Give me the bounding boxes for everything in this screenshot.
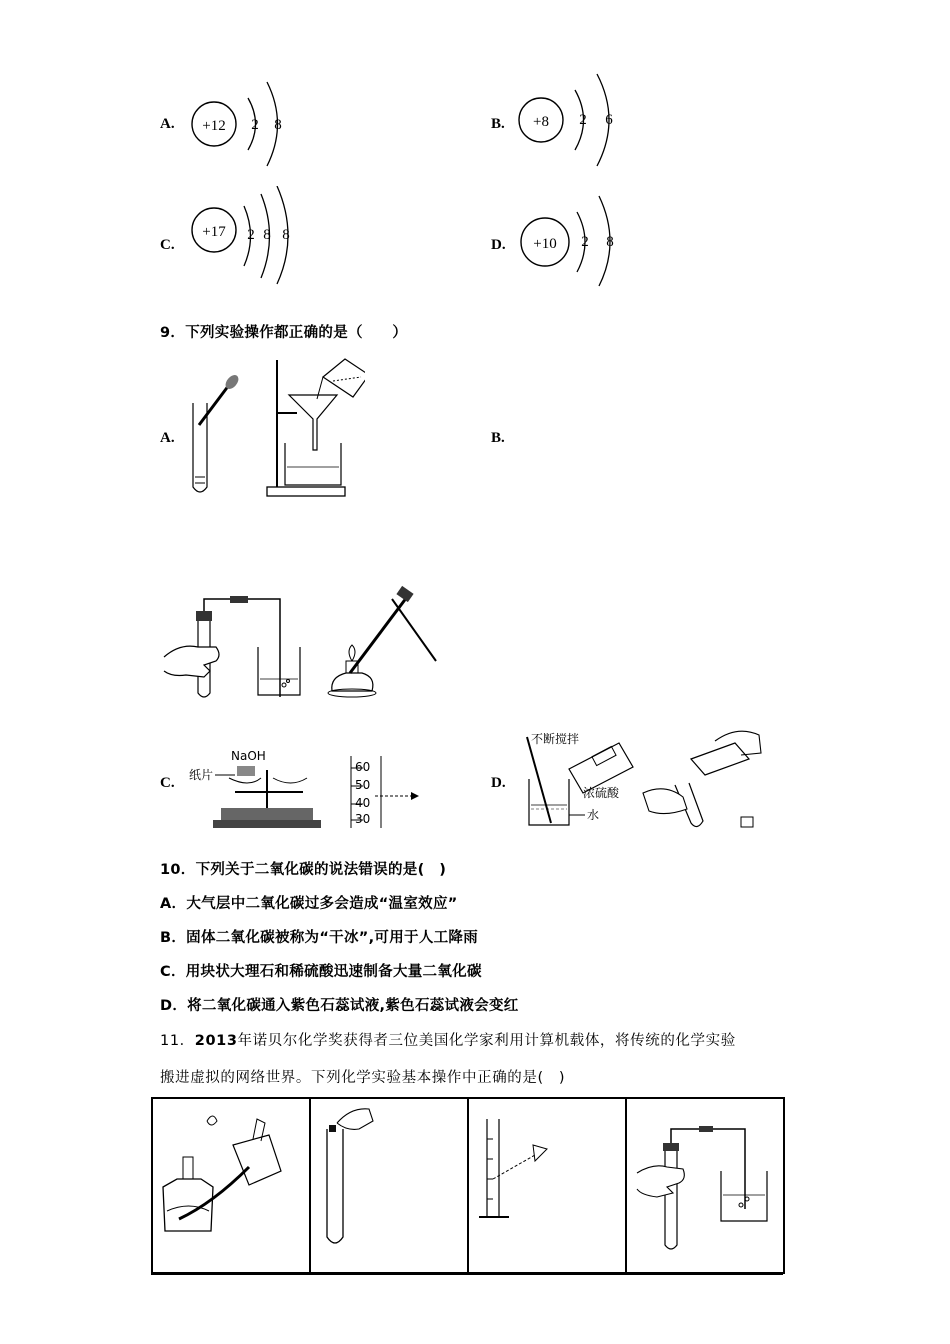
- nucleus-charge: +12: [202, 118, 226, 134]
- water-label: 水: [587, 808, 600, 822]
- shell-electrons: 2: [579, 112, 587, 128]
- shell-electrons: 2: [251, 117, 259, 133]
- q10-option-b: B．固体二氧化碳被称为“干冰”,可用于人工降雨: [160, 930, 479, 946]
- q11-stem-line1: [160, 1029, 736, 1050]
- shell-electrons: 2: [247, 227, 255, 243]
- q9-option-b-label: B.: [491, 430, 505, 446]
- shell-electrons: 6: [605, 112, 613, 128]
- q9-stem: 9．下列实验操作都正确的是（ ）: [160, 325, 408, 341]
- shell-electrons: 8: [282, 227, 290, 243]
- q11-stem-line2: 搬进虚拟的网络世界。下列化学实验基本操作中正确的是( ): [160, 1070, 566, 1086]
- q9-option-d-label: D.: [491, 775, 506, 791]
- q11-cell-airtightness: [626, 1098, 784, 1273]
- q9-option-a-figure-dropper-and-filtration: [185, 355, 365, 500]
- q8-option-c-label: C.: [160, 237, 175, 253]
- nucleus-charge: +10: [533, 236, 557, 252]
- nucleus-charge: +17: [202, 224, 226, 240]
- q10-stem: 10．下列关于二氧化碳的说法错误的是( ): [160, 862, 447, 878]
- q11-line1-text: 年诺贝尔化学奖获得者三位美国化学家利用计算机载体，将传统的化学实验: [237, 1033, 736, 1049]
- acid-label: 浓硫酸: [583, 786, 620, 800]
- paper-label: 纸片: [189, 768, 214, 782]
- shell-electrons: 8: [606, 234, 614, 250]
- q8-option-b-label: B.: [491, 116, 505, 132]
- q9-option-a-label: A.: [160, 430, 175, 446]
- q9-option-d-figure-dilution-and-pouring: [515, 725, 785, 835]
- cylinder-tick: 40: [355, 796, 371, 810]
- q11-cell-reading-cylinder: [468, 1098, 626, 1273]
- q8-option-c-atom-diagram: [185, 186, 305, 286]
- q8-option-a-label: A.: [160, 116, 175, 132]
- q11-cell-adding-solid: [310, 1098, 468, 1273]
- q8-option-b-atom-diagram: [515, 72, 625, 172]
- q11-year: 2013: [194, 1033, 238, 1049]
- q9-option-c-label: C.: [160, 775, 175, 791]
- cylinder-tick: 60: [355, 760, 371, 774]
- test-tube-adding-solid-figure: [311, 1099, 467, 1268]
- q9-option-c-figure-balance-and-cylinder: [185, 748, 435, 833]
- q11-number: 11．: [160, 1033, 195, 1049]
- q11-options-table: [151, 1097, 785, 1274]
- airtightness-check-figure: [627, 1099, 783, 1268]
- q10-option-d: D．将二氧化碳通入紫色石蕊试液,紫色石蕊试液会变红: [160, 998, 519, 1014]
- q10-option-c: C．用块状大理石和稀硫酸迅速制备大量二氧化碳: [160, 964, 482, 980]
- stir-label: 不断搅拌: [531, 732, 580, 746]
- table-bottom-rule: [151, 1273, 783, 1275]
- cylinder-tick: 50: [355, 778, 371, 792]
- shell-electrons: 8: [274, 117, 282, 133]
- q11-cell-lamp-lighting: [152, 1098, 310, 1273]
- shell-electrons: 2: [581, 234, 589, 250]
- nucleus-charge: +8: [533, 114, 549, 130]
- q9-option-b-figure-airtightness-and-heating: [160, 585, 445, 705]
- measuring-cylinder-reading-figure: [469, 1099, 625, 1268]
- q8-option-d-atom-diagram: [515, 192, 625, 288]
- shell-electrons: 8: [263, 227, 271, 243]
- q10-option-a: A．大气层中二氧化碳过多会造成“温室效应”: [160, 896, 458, 912]
- naoh-label: NaOH: [231, 749, 266, 763]
- cylinder-tick: 30: [355, 812, 371, 826]
- q8-option-d-label: D.: [491, 237, 506, 253]
- q8-option-a-atom-diagram: [185, 76, 295, 170]
- alcohol-lamp-lighting-figure: [153, 1099, 309, 1268]
